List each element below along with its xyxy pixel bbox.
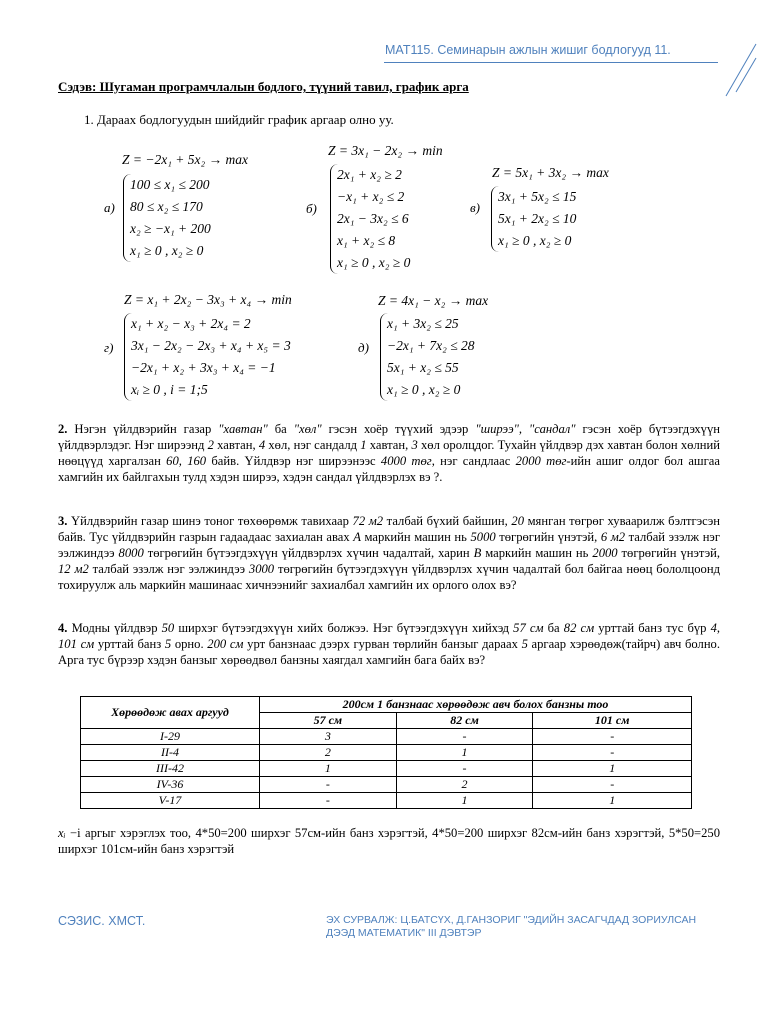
table-cell: II-4 — [81, 745, 260, 761]
problem-b-constraints — [330, 164, 410, 274]
table-cell: V-17 — [81, 793, 260, 809]
constraint: 5x₁ + x₂ ≤ 55 — [387, 360, 459, 375]
problem-a-objective: Z = −2x₁ + 5x₂ → max — [122, 152, 248, 167]
text-run: "хөл" — [293, 422, 322, 436]
text-run: төгрөгийн үнэтэй, — [617, 546, 720, 560]
text-run: хавтан, — [213, 438, 259, 452]
text-run: аргаар хэрөөдөж(тайрч) авч болно. Арга тус бүрээр хэдэн банзыг хөрөөдвөл банзны хаягдал хамгийн бага байх вэ? — [58, 637, 721, 667]
problem-number: 3. — [58, 514, 68, 528]
constraint: 3x₁ + 5x₂ ≤ 15 — [498, 189, 577, 204]
text-run: төгрөгийн бүтээгдэхүүн үйлдвэрлэх хүчин чадалтай бол байгаа нөөц бололцоонд тохируулж аль маркийн машинаас хичнээнийг захиалбал хамгийн их орлого олох вэ? — [58, 562, 721, 592]
table-header-group: 200см 1 банзнаас хөрөөдөж авч болох банзны тоо — [260, 697, 692, 713]
table-cell: 1 — [396, 793, 533, 809]
table-cell: 3 — [260, 729, 397, 745]
footer-left: СЭЗИС. ХМСТ. — [58, 914, 146, 928]
text-run: хөл оролцдог. Тухайн үйлдвэр дэх хавтан болон хөлний нөөцүүд харгалзан — [58, 438, 720, 468]
problem-number: 4. — [58, 621, 68, 635]
constraint: x₂ ≥ −x₁ + 200 — [130, 221, 211, 236]
table-cell: - — [396, 729, 533, 745]
problem-c-label: в) — [470, 200, 480, 215]
text-run: урт банзнаас дээрх гурван төрлийн банзыг дараах — [243, 637, 522, 651]
problem-4-text — [58, 620, 720, 668]
problem-e-objective: Z = 4x₁ − x₂ → max — [378, 293, 489, 308]
text-run: төгрөгийн үнэтэй, — [495, 530, 601, 544]
constraint: x₁ + 3x₂ ≤ 25 — [387, 316, 459, 331]
table-subheader: 82 см — [396, 713, 533, 729]
text-run: 3000 — [248, 562, 275, 576]
text-run: 2000 — [592, 546, 618, 560]
table-cell: - — [260, 777, 397, 793]
text-run: 57 см — [513, 621, 544, 635]
table-row — [81, 761, 692, 777]
problem-b-objective: Z = 3x₁ − 2x₂ → min — [328, 143, 443, 158]
constraint: 80 ≤ x₂ ≤ 170 — [130, 199, 203, 214]
problem-d-constraints — [124, 313, 291, 401]
text-run: B — [473, 546, 482, 560]
text-run: "ширээ", "сандал" — [475, 422, 576, 436]
table-cell: I-29 — [81, 729, 260, 745]
text-run: байв. Үйлдвэр нэг ширээнээс — [206, 454, 381, 468]
text-run: төгрөгийн бүтээгдэхүүн үйлдвэрлэх хүчин чадалтай, харин — [143, 546, 474, 560]
header-rule — [384, 62, 718, 63]
table-cell: III-42 — [81, 761, 260, 777]
text-run: ба — [267, 422, 294, 436]
table-cell: IV-36 — [81, 777, 260, 793]
table-cell: - — [533, 777, 692, 793]
problem-number: 2. — [58, 422, 68, 436]
text-run: хавтан, — [366, 438, 412, 452]
problem-2-text — [58, 421, 720, 485]
problem-c-objective: Z = 5x₁ + 3x₂ → max — [492, 165, 609, 180]
topic-heading: Сэдэв: Шугаман програмчлалын бодлого, түүний тавил, график арга — [58, 79, 469, 94]
text-run: 3 — [411, 438, 418, 452]
problem-3-text — [58, 513, 720, 593]
text-run: 2 — [207, 438, 214, 452]
text-run: 6 м2 — [600, 530, 626, 544]
text-run: маркийн машин нь — [481, 546, 593, 560]
text-run: урттай банз — [94, 637, 165, 651]
text-run: 4 — [258, 438, 266, 452]
text-run: 60, 160 — [166, 454, 207, 468]
constraint: x₁ + x₂ ≤ 8 — [337, 233, 396, 248]
footer-source: ЭХ СУРВАЛЖ: Ц.БАТСҮХ, Д.ГАНЗОРИГ "ЭДИЙН ЗАСАГЧДАД ЗОРИУЛСАН ДЭЭД МАТЕМАТИК" III ДЭВТЭР — [326, 914, 697, 939]
text-run: талбай бүхий байшин, — [383, 514, 512, 528]
text-run: A — [353, 530, 361, 544]
problem-b-label: б) — [306, 201, 317, 216]
problem-d-objective: Z = x₁ + 2x₂ − 3x₃ + x₄ → min — [124, 292, 292, 307]
constraint: 2x₁ + x₂ ≥ 2 — [337, 167, 402, 182]
constraint: x₁ ≥ 0 , x₂ ≥ 0 — [498, 233, 572, 248]
text-run: 8000 — [118, 546, 144, 560]
text-run: талбай эзэлж нэг ээлжиндээ — [58, 530, 721, 560]
constraint: x₁ ≥ 0 , x₂ ≥ 0 — [130, 243, 204, 258]
cutting-methods-table — [80, 696, 692, 809]
table-cell: 2 — [260, 745, 397, 761]
text-run: Үйлдвэрийн газар шинэ тоног төхөөрөмж тавихаар — [67, 514, 353, 528]
text-run: ба — [543, 621, 564, 635]
table-cell: 1 — [260, 761, 397, 777]
table-note — [58, 825, 720, 857]
problem-e-constraints — [380, 313, 475, 401]
table-cell: 1 — [396, 745, 533, 761]
constraint: 100 ≤ x₁ ≤ 200 — [130, 177, 210, 192]
text-run: 4 — [710, 621, 717, 635]
text-run: "хавтан" — [218, 422, 268, 436]
text-run: , нэг сандлаас — [431, 454, 516, 468]
text-run: 2000 төг — [515, 454, 567, 468]
page-header-title: MAT115. Семинарын ажлын жишиг бодлогууд 11. — [385, 43, 671, 57]
table-cell: - — [396, 761, 533, 777]
table-row — [81, 729, 692, 745]
constraint: −2x₁ + x₂ + 3x₃ + x₄ = −1 — [131, 360, 276, 375]
text-run: -ийн ашиг олдог бол ашгаа хамгийн их байлгахын тулд хэдэн ширээ, хэдэн сандал үйлдвэрлэх вэ ?. — [58, 454, 720, 484]
text-run: ширхэг бүтээгдэхүүн хийх болжээ. Нэг бүтээгдэхүүн хийхэд — [174, 621, 514, 635]
text-run: 20 — [511, 514, 524, 528]
text-run: 50 — [161, 621, 175, 635]
table-row — [81, 793, 692, 809]
text-run: 200 см — [207, 637, 244, 651]
text-run: 82 см — [563, 621, 595, 635]
constraint: 2x₁ − 3x₂ ≤ 6 — [337, 211, 409, 226]
constraint: −2x₁ + 7x₂ ≤ 28 — [387, 338, 475, 353]
text-run: Модны үйлдвэр — [67, 621, 162, 635]
text-run: гэсэн хоёр бүтээгдэхүүн үйлдвэрлэдэг. Нэг ширээнд — [58, 422, 720, 452]
constraint: xᵢ ≥ 0 , i = 1;5 — [131, 382, 208, 397]
text-run: урттай банз тус бүр — [594, 621, 711, 635]
text-run: 5 — [164, 637, 172, 651]
text-run: Нэгэн үйлдвэрийн газар — [67, 422, 219, 436]
note-text: −i аргыг хэрэглэх тоо, 4*50=200 ширхэг 57см-ийн банз хэрэгтэй, 4*50=200 ширхэг 82см-ийн банз хэрэгтэй, 5*50=250 ширхэг 101см-ийн банз хэрэгтэй — [58, 826, 720, 856]
text-run: 72 м2 — [352, 514, 384, 528]
constraint: 3x₁ − 2x₂ − 2x₃ + x₄ + x₅ = 3 — [131, 338, 291, 353]
constraint: x₁ ≥ 0 , x₂ ≥ 0 — [337, 255, 411, 270]
table-subheader: 101 см — [533, 713, 692, 729]
text-run: 12 м2 — [58, 562, 89, 576]
table-cell: - — [533, 729, 692, 745]
problem-a-constraints — [123, 174, 211, 262]
corner-decoration — [722, 40, 758, 100]
text-run: талбай эзэлж нэг ээлжиндээ — [88, 562, 249, 576]
problem-c-constraints — [491, 186, 576, 252]
text-run: хөл, нэг сандалд — [265, 438, 361, 452]
table-subheader: 57 см — [260, 713, 397, 729]
problem-e-label: д) — [358, 340, 369, 355]
text-run: орно. — [171, 637, 208, 651]
constraint: x₁ + x₂ − x₃ + 2x₄ = 2 — [131, 316, 251, 331]
text-run: 5000 — [470, 530, 496, 544]
note-variable: xᵢ — [58, 826, 66, 840]
table-cell: - — [260, 793, 397, 809]
text-run: 5 — [521, 637, 528, 651]
table-cell: - — [533, 745, 692, 761]
text-run: гэсэн хоёр түүхий эдээр — [321, 422, 476, 436]
constraint: 5x₁ + 2x₂ ≤ 10 — [498, 211, 577, 226]
table-cell: 1 — [533, 761, 692, 777]
table-row — [81, 777, 692, 793]
table-row — [81, 745, 692, 761]
text-run: , — [716, 621, 721, 635]
constraint: x₁ ≥ 0 , x₂ ≥ 0 — [387, 382, 461, 397]
table-header-method: Хөрөөдөж авах аргууд — [81, 697, 260, 729]
q1-intro: 1. Дараах бодлогуудын шийдийг график аргаар олно уу. — [84, 112, 394, 127]
problem-d-label: г) — [104, 340, 114, 355]
text-run: мянган төгрөг хуваарилж бэлтгэсэн байв. Тус үйлдвэрийн газрын гадаадаас захиалан авах — [58, 514, 721, 544]
text-run: маркийн машин нь — [360, 530, 471, 544]
problem-a-label: a) — [104, 200, 115, 215]
constraint: −x₁ + x₂ ≤ 2 — [337, 189, 405, 204]
table-cell: 2 — [396, 777, 533, 793]
text-run: 101 см — [58, 637, 95, 651]
text-run: 1 — [360, 438, 367, 452]
table-cell: 1 — [533, 793, 692, 809]
text-run: 4000 төг — [380, 454, 432, 468]
